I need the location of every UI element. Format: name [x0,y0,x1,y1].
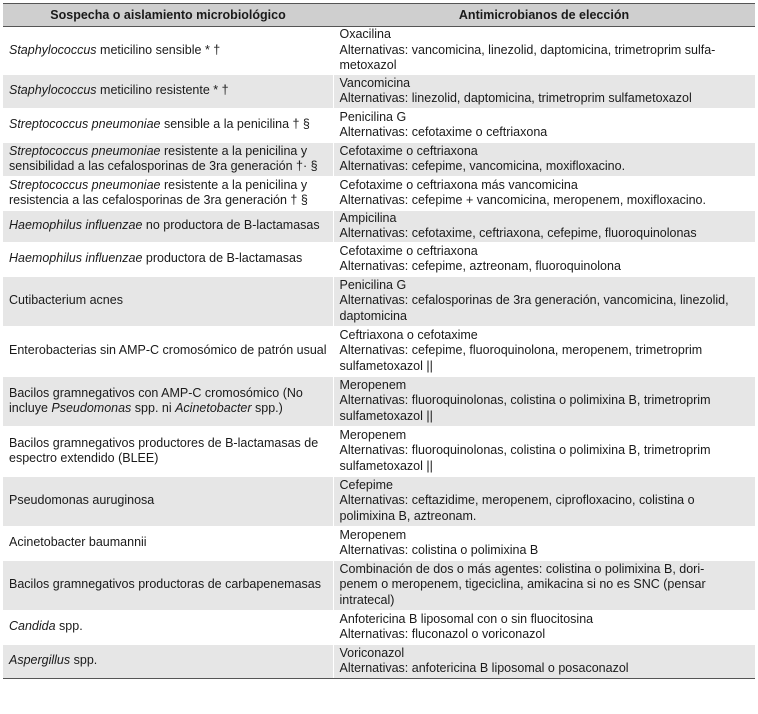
organism-italic-text: Pseudomonas [51,401,132,415]
organism-text: sensibilidad a las cefalosporinas de 3ra generación †· § [9,159,318,173]
table-row [3,610,755,644]
organism-italic-text: Haemophilus influenzae [9,251,143,266]
organism-cell [3,74,333,108]
treatment-line: sulfametoxazol || [339,358,433,373]
organism-italic-text: Staphylococcus [9,42,97,57]
treatment-line: Ceftriaxona o cefotaxime [339,327,478,342]
treatment-line: daptomicina [339,308,407,323]
organism-text: incluye [9,401,52,415]
treatment-line: Meropenem [339,377,407,392]
treatment-line: Alternativas: cefepime + vancomicina, meropenem, moxifloxacino. [339,193,706,207]
table-row [3,27,755,75]
treatment-line: Alternativas: cefepime, fluoroquinolona, meropenem, trimetroprim [339,343,703,358]
organism-cell [3,276,333,326]
treatment-cell [333,74,755,108]
organism-cell [3,142,333,176]
treatment-line: Cefotaxime o ceftriaxona [339,143,478,158]
treatment-line: Penicilina G [339,277,407,292]
organism-text: spp.) [251,401,283,415]
treatment-line: Voriconazol [339,645,405,660]
organism-cell [3,376,333,426]
organism-cell [3,426,333,476]
treatment-line: Anfotericina B liposomal con o sin fluocitosina [339,611,594,626]
organism-text: espectro extendido (BLEE) [9,451,159,465]
treatment-cell [333,376,755,426]
organism-text: meticilino sensible * † [96,42,221,57]
organism-text: sensible a la penicilina † § [160,117,310,132]
organism-cell [3,242,333,276]
organism-text: spp. [55,619,83,634]
treatment-line: metoxazol [339,58,397,72]
treatment-cell [333,276,755,326]
organism-text: resistente a la penicilina y [160,143,308,158]
organism-text: Cutibacterium acnes [9,293,123,308]
organism-cell [3,610,333,644]
header-antimicrobials: Antimicrobianos de elección [333,4,755,27]
organism-text: Bacilos gramnegativos con AMP-C cromosómico (No [9,385,303,400]
treatment-line: Alternativas: cefotaxime o ceftriaxona [339,125,548,139]
organism-cell [3,108,333,142]
treatment-line: Alternativas: vancomicina, linezolid, daptomicina, trimetroprim sulfa- [339,42,716,57]
organism-cell [3,644,333,678]
treatment-line: Cefotaxime o ceftriaxona [339,243,478,258]
treatment-line: Alternativas: linezolid, daptomicina, trimetroprim sulfametoxazol [339,91,692,105]
organism-cell [3,210,333,242]
organism-text: meticilino resistente * † [96,83,229,98]
treatment-line: Ampicilina [339,210,397,225]
treatment-cell [333,644,755,678]
treatment-cell [333,210,755,242]
table-row [3,176,755,210]
table-row [3,74,755,108]
treatment-cell [333,176,755,210]
treatment-cell [333,610,755,644]
treatment-line: Oxacilina [339,27,391,41]
organism-cell [3,526,333,560]
treatment-cell [333,476,755,526]
treatment-line: Meropenem [339,427,407,442]
table-body [3,27,755,679]
table-row [3,142,755,176]
treatment-line: Combinación de dos o más agentes: colistina o polimixina B, dori- [339,561,705,576]
treatment-line: Vancomicina [339,75,411,90]
organism-text: spp. ni [131,401,176,415]
table-header-row [3,4,755,27]
organism-italic-text: Streptococcus pneumoniae [9,117,161,132]
treatment-cell [333,27,755,75]
treatment-line: Alternativas: colistina o polimixina B [339,543,539,557]
table-row [3,644,755,678]
table-row [3,426,755,476]
organism-italic-text: Haemophilus influenzae [9,218,143,233]
treatment-cell [333,426,755,476]
organism-text: Acinetobacter baumannii [9,535,147,550]
organism-text: no productora de B-lactamasas [142,218,320,233]
organism-italic-text: Streptococcus pneumoniae [9,143,161,158]
organism-italic-text: Streptococcus pneumoniae [9,177,161,192]
treatment-line: penem o meropenem, tigeciclina, amikacina si no es SNC (pensar [339,577,706,592]
treatment-line: Cefepime [339,477,393,492]
treatment-line: intratecal) [339,592,395,607]
organism-italic-text: Acinetobacter [175,401,252,415]
treatment-line: Alternativas: cefalosporinas de 3ra generación, vancomicina, linezolid, [339,293,729,308]
organism-cell [3,176,333,210]
organism-text: spp. [70,653,98,668]
table-row [3,242,755,276]
organism-text: resistencia a las cefalosporinas de 3ra generación † § [9,193,308,207]
organism-italic-text: Staphylococcus [9,83,97,98]
table-row [3,560,755,610]
treatment-cell [333,326,755,376]
treatment-line: Alternativas: cefepime, aztreonam, fluoroquinolona [339,259,621,273]
treatment-line: Cefotaxime o ceftriaxona más vancomicina [339,177,578,192]
organism-text: Enterobacterias sin AMP-C cromosómico de patrón usual [9,343,327,358]
organism-text: Pseudomonas auruginosa [9,493,155,508]
treatment-line: Alternativas: fluoroquinolonas, colistina o polimixina B, trimetroprim [339,393,711,408]
treatment-line: Meropenem [339,527,407,542]
organism-text: Bacilos gramnegativos productores de B-lactamasas de [9,435,319,450]
organism-cell [3,27,333,75]
antimicrobial-table [3,3,755,679]
treatment-line: Alternativas: ceftazidime, meropenem, ciprofloxacino, colistina o [339,493,695,508]
table-row [3,526,755,560]
treatment-cell [333,108,755,142]
table-row [3,108,755,142]
organism-text: resistente a la penicilina y [160,177,308,192]
treatment-line: Alternativas: cefotaxime, ceftriaxona, cefepime, fluoroquinolonas [339,226,697,240]
organism-text: Bacilos gramnegativos productoras de carbapenemasas [9,577,321,592]
header-organism: Sospecha o aislamiento microbiológico [3,4,333,27]
treatment-cell [333,242,755,276]
treatment-line: Alternativas: fluconazol o voriconazol [339,627,546,641]
table-row [3,326,755,376]
treatment-line: sulfametoxazol || [339,408,433,423]
organism-italic-text: Aspergillus [9,653,71,668]
treatment-cell [333,142,755,176]
organism-text: productora de B-lactamasas [142,251,303,266]
organism-cell [3,476,333,526]
treatment-line: Alternativas: anfotericina B liposomal o posaconazol [339,661,629,675]
treatment-cell [333,560,755,610]
treatment-line: Penicilina G [339,109,407,124]
treatment-cell [333,526,755,560]
table-row [3,210,755,242]
treatment-line: polimixina B, aztreonam. [339,508,477,523]
organism-cell [3,326,333,376]
treatment-line: sulfametoxazol || [339,458,433,473]
treatment-line: Alternativas: cefepime, vancomicina, moxifloxacino. [339,159,626,173]
table-row [3,476,755,526]
treatment-line: Alternativas: fluoroquinolonas, colistina o polimixina B, trimetroprim [339,443,711,458]
table-row [3,276,755,326]
organism-cell [3,560,333,610]
organism-italic-text: Candida [9,619,56,634]
table-row [3,376,755,426]
